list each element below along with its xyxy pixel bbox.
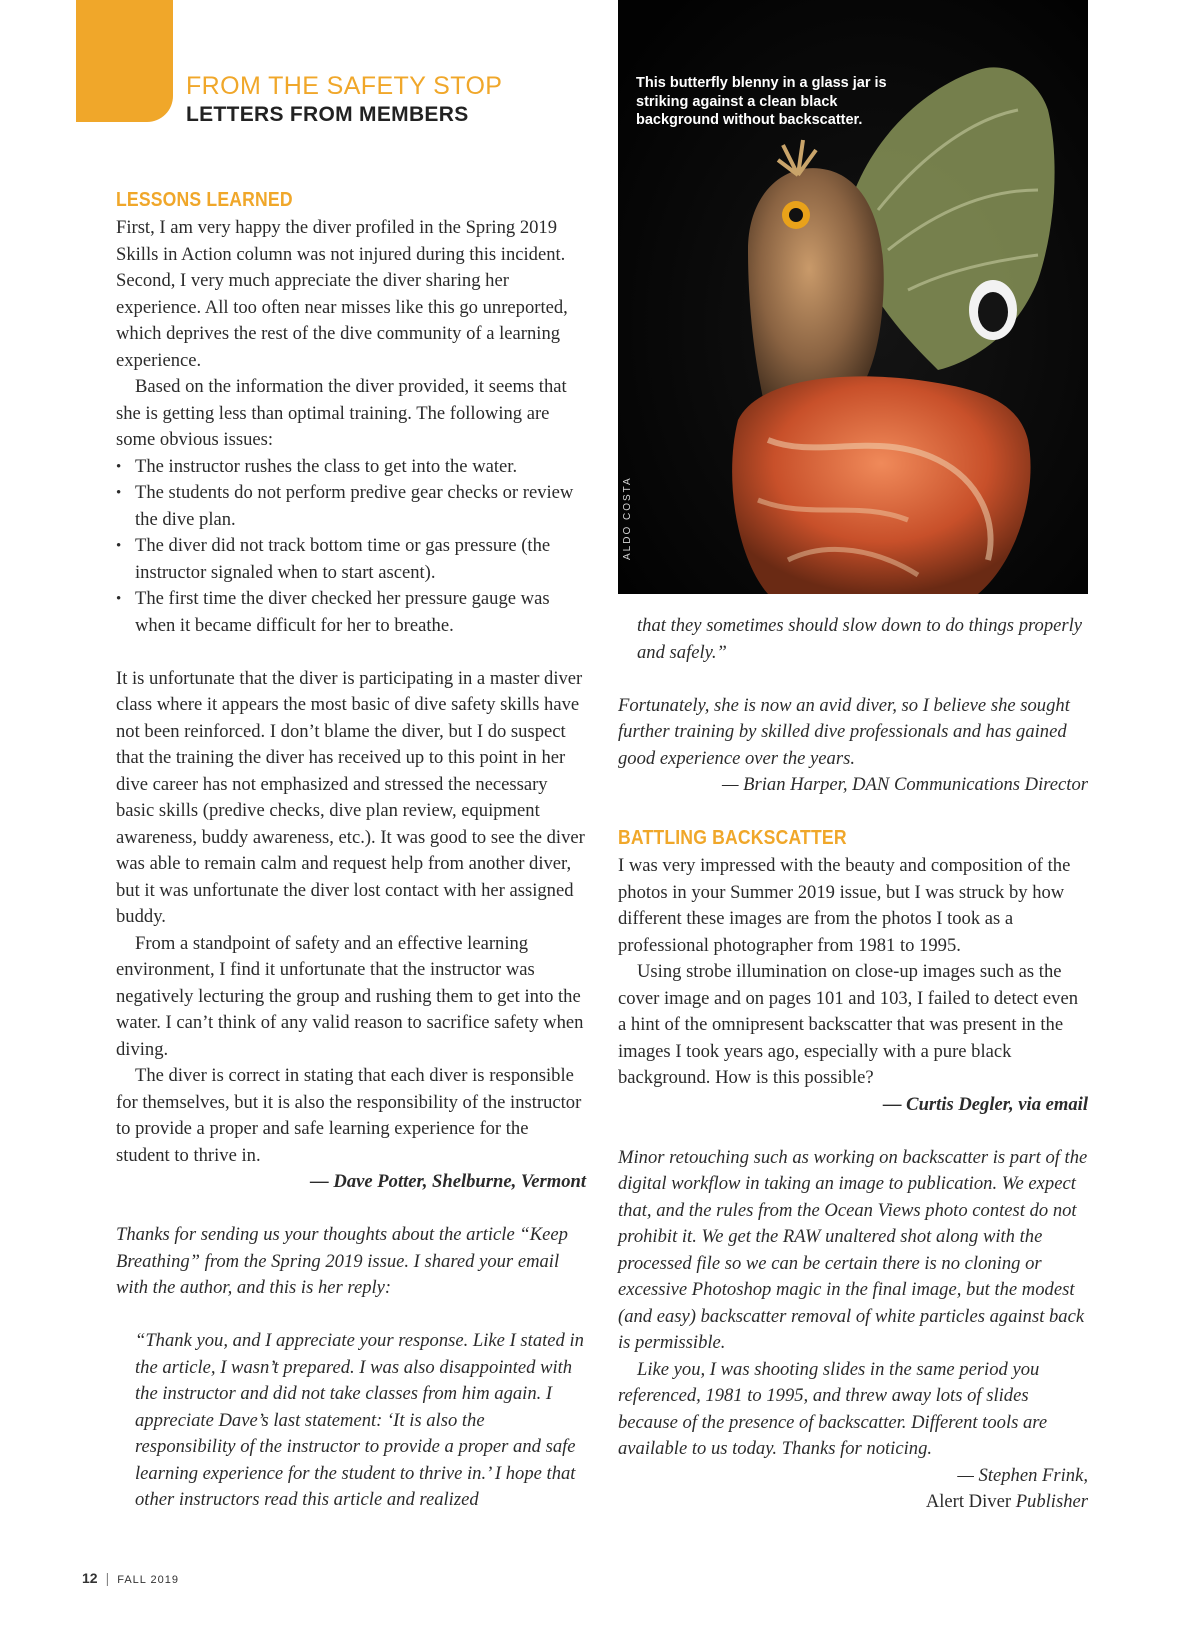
letter-signature: — Dave Potter, Shelburne, Vermont <box>310 1171 586 1192</box>
blenny-photo <box>618 0 1088 594</box>
editor-signature: — Brian Harper, DAN Communications Director <box>721 774 1088 795</box>
footer-separator: | <box>105 1570 110 1586</box>
photo-caption: This butterfly blenny in a glass jar is striking against a clean black background without backscatter. <box>636 75 887 128</box>
publisher-signature-name: — Stephen Frink, <box>957 1464 1088 1486</box>
letter-paragraph: Based on the information the diver provided, it seems that she is getting less than optimal training. The following are some obvious issues: <box>116 376 567 450</box>
magazine-name: Alert Diver <box>925 1491 1012 1512</box>
page-footer <box>82 1570 179 1586</box>
role-title: Publisher <box>1015 1491 1088 1512</box>
publisher-response: Like you, I was shooting slides in the same period you referenced, 1981 to 1995, and threw away lots of slides because of the presence of backscatter. Different tools are available to us today. Thanks for noticing. <box>618 1358 1048 1459</box>
list-item: • The diver did not track bottom time or gas pressure (the instructor signaled when to start ascent). <box>116 533 586 586</box>
letter-paragraph: Using strobe illumination on close-up images such as the cover image and on pages 101 and 103, I failed to detect even a hint of the omnipresent backscatter that was present in the images I took years ago, especially with a pure black background. How is this possible? <box>618 961 1079 1088</box>
publisher-response: Minor retouching such as working on backscatter is part of the digital workflow in taking an image to publication. We expect that, and the rules from the Ocean Views photo contest do not prohibit it. We get the RAW unaltered shot along with the processed file so we can be certain there is no cloning or excessive Photoshop magic in the final image, but the modest (and easy) backscatter removal of white particles against back is permissible. <box>618 1146 1088 1353</box>
issue-label: FALL 2019 <box>117 1574 180 1586</box>
heading-lessons-learned: LESSONS LEARNED <box>116 189 293 211</box>
editor-reply: Thanks for sending us your thoughts about the article “Keep Breathing” from the Spring 2019 issue. I shared your email with the author, and this is her reply: <box>116 1224 568 1298</box>
letter-paragraph: First, I am very happy the diver profiled in the Spring 2019 Skills in Action column was not injured during this incident. Second, I very much appreciate the diver sharing her experience. All too often near misses like this go unreported, which deprives the rest of the dive community of a learning experience. <box>116 217 568 371</box>
letter-paragraph: It is unfortunate that the diver is participating in a master diver class where it appears the most basic of dive safety skills have not been reinforced. I don’t blame the diver, but I do suspect that the training the diver has received up to this point in her dive career has not emphasized and stressed the necessary basic skills (predive checks, dive plan review, equipment awareness, buddy awareness, etc.). It was good to see the diver was able to remain calm and request help from another diver, but it was unfortunate the diver lost contact with her assigned buddy. <box>116 667 585 927</box>
list-item: • The students do not perform predive gear checks or review the dive plan. <box>116 480 586 533</box>
letter-paragraph: I was very impressed with the beauty and composition of the photos in your Summer 2019 issue, but I was struck by how different these images are from the photos I took as a professional photographer from 1981 to 1995. <box>618 855 1071 956</box>
photo-credit: ALDO COSTA <box>622 476 633 560</box>
right-column <box>618 613 1088 1516</box>
letter-paragraph: The diver is correct in stating that each diver is responsible for themselves, but it is also the responsibility of the instructor to provide a proper and safe learning experience for the student to thrive in. <box>116 1065 582 1166</box>
heading-battling-backscatter: BATTLING BACKSCATTER <box>618 827 847 849</box>
page-number: 12 <box>82 1570 98 1586</box>
author-quote: “Thank you, and I appreciate your response. Like I stated in the article, I wasn’t prepared. I was also disappointed with the instructor and did not take classes from him again. I appreciate Dave’s last statement: ‘It is also the responsibility of the instructor to provide a proper and safe learning experience for the student to thrive in.’ I hope that other instructors read this article and realized <box>135 1330 584 1510</box>
author-quote-continued: that they sometimes should slow down to do things properly and safely.” <box>637 615 1083 663</box>
section-tab <box>76 0 173 122</box>
section-subtitle: LETTERS FROM MEMBERS <box>186 103 469 126</box>
issues-list <box>116 454 586 640</box>
letter-signature: — Curtis Degler, via email <box>882 1093 1088 1115</box>
letter-paragraph: From a standpoint of safety and an effective learning environment, I find it unfortunate that the instructor was negatively lecturing the group and rushing them to get into the water. I can’t think of any valid reason to sacrifice safety when diving. <box>116 932 584 1060</box>
section-title: FROM THE SAFETY STOP <box>186 72 503 100</box>
list-item: • The instructor rushes the class to get into the water. <box>116 454 586 481</box>
list-item: • The first time the diver checked her pressure gauge was when it became difficult for her to breathe. <box>116 586 586 639</box>
publisher-signature-role <box>618 1489 1088 1516</box>
editor-reply-end: Fortunately, she is now an avid diver, so I believe she sought further training by skilled dive professionals and has gained good experience over the years. <box>618 694 1070 769</box>
left-column <box>116 187 586 1514</box>
